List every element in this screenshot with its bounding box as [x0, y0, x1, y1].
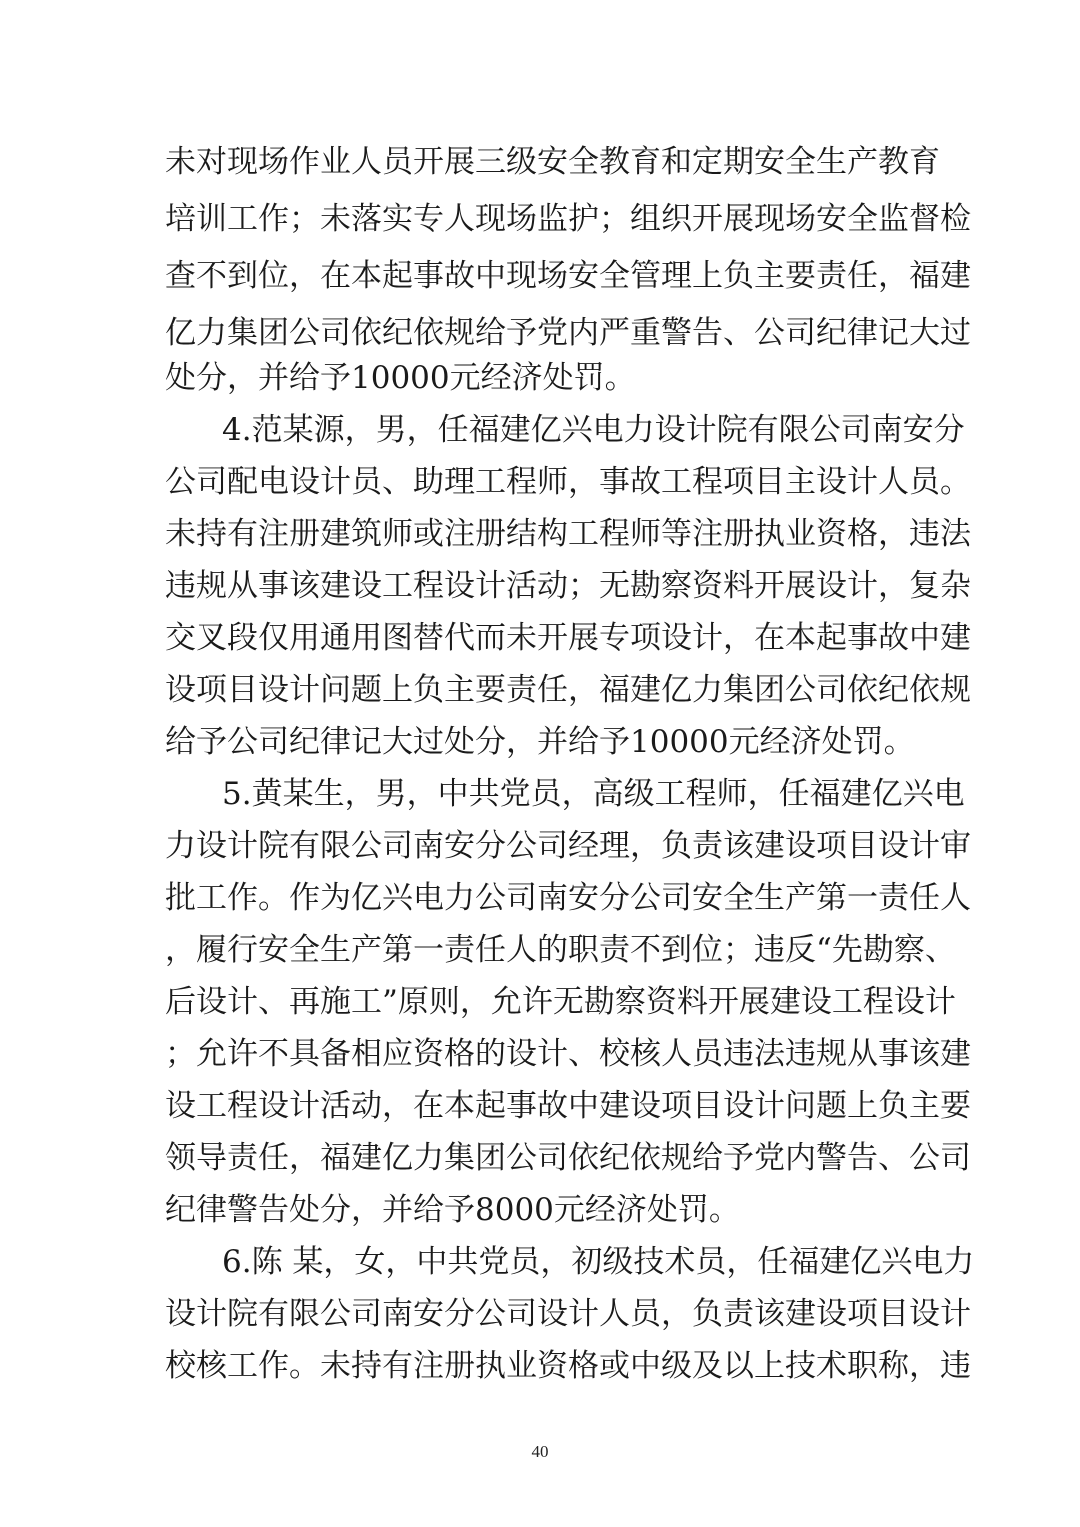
text-line: ，履行安全生产第一责任人的职责不到位；违反“先勘察、 — [165, 932, 956, 968]
text-line: 培训工作；未落实专人现场监护；组织开展现场安全监督检 — [165, 201, 971, 237]
text-line: 给予公司纪律记大过处分，并给予10000元经济处罚。 — [165, 724, 915, 760]
page-number: 40 — [531, 1442, 549, 1461]
paragraph-5-start: 5.黄某生，男，中共党员，高级工程师，任福建亿兴电 — [222, 776, 965, 812]
text-line: 纪律警告处分，并给予8000元经济处罚。 — [165, 1192, 740, 1228]
text-line: 领导责任，福建亿力集团公司依纪依规给予党内警告、公司 — [165, 1140, 971, 1176]
text-line: 未持有注册建筑师或注册结构工程师等注册执业资格，违法 — [165, 516, 971, 552]
text-line: 违规从事该建设工程设计活动；无勘察资料开展设计，复杂 — [165, 568, 971, 604]
paragraph-6-start: 6.陈 某，女，中共党员，初级技术员，任福建亿兴电力 — [222, 1244, 975, 1280]
text-line: 批工作。作为亿兴电力公司南安分公司安全生产第一责任人 — [165, 880, 971, 916]
text-line: 设计院有限公司南安分公司设计人员，负责该建设项目设计 — [165, 1296, 971, 1332]
text-line: ；允许不具备相应资格的设计、校核人员违法违规从事该建 — [165, 1036, 971, 1072]
text-line: 亿力集团公司依纪依规给予党内严重警告、公司纪律记大过 — [165, 315, 971, 351]
paragraph-4-start: 4.范某源，男，任福建亿兴电力设计院有限公司南安分 — [222, 412, 965, 448]
text-line: 查不到位，在本起事故中现场安全管理上负主要责任，福建 — [165, 258, 971, 294]
text-line: 公司配电设计员、助理工程师，事故工程项目主设计人员。 — [165, 464, 971, 500]
text-line: 力设计院有限公司南安分公司经理，负责该建设项目设计审 — [165, 828, 971, 864]
text-line: 处分，并给予10000元经济处罚。 — [165, 360, 636, 396]
text-line: 未对现场作业人员开展三级安全教育和定期安全生产教育 — [165, 144, 940, 180]
text-line: 后设计、再施工”原则，允许无勘察资料开展建设工程设计 — [165, 984, 956, 1020]
text-line: 校核工作。未持有注册执业资格或中级及以上技术职称，违 — [165, 1348, 971, 1384]
text-line: 设工程设计活动，在本起事故中建设项目设计问题上负主要 — [165, 1088, 971, 1124]
text-line: 设项目设计问题上负主要责任，福建亿力集团公司依纪依规 — [165, 672, 971, 708]
text-line: 交叉段仅用通用图替代而未开展专项设计，在本起事故中建 — [165, 620, 971, 656]
